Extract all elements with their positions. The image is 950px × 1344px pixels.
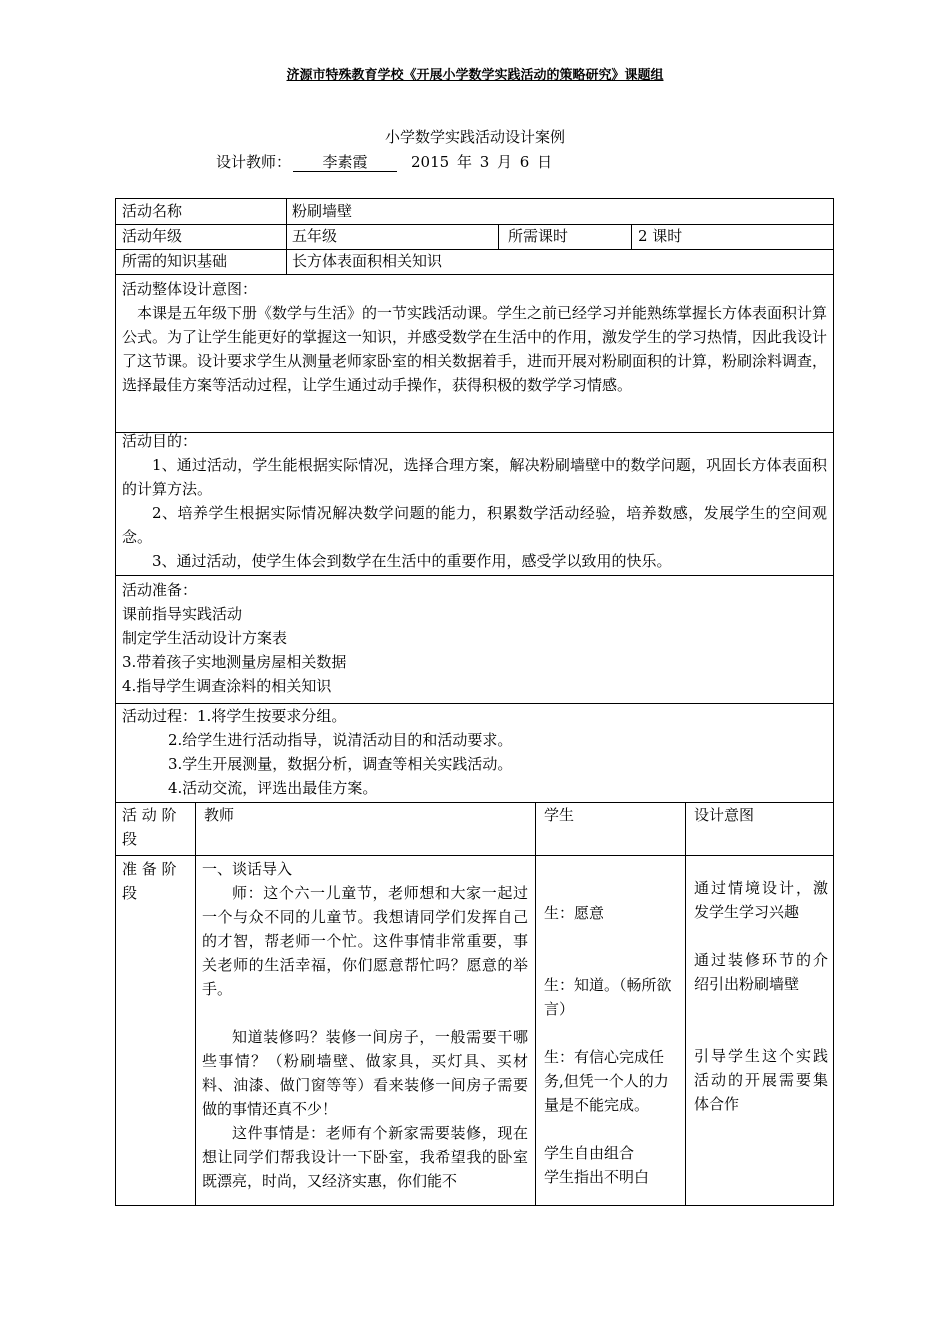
goals-heading: 活动目的： (122, 432, 198, 450)
design-intent-text: 本课是五年级下册《数学与生活》的一节实践活动课。学生之前已经学习并能熟练掌握长方体表面积计算公式。为了让学生能更好的掌握这一知识，并感受数学在生活中的作用，激发学生的学习热情，因此我设计了这节课。设计要求学生从测量老师家卧室的相关数据着手，进而开展对粉刷面积的计算，粉刷涂料调查，选择最佳方案等活动过程，让学生通过动手操作，获得积极的数学学习情感。 (122, 304, 828, 394)
goal-item: 1、通过活动，学生能根据实际情况，选择合理方案，解决粉刷墙壁中的数学问题，巩固长方体表面积的计算方法。 (122, 456, 827, 498)
prep-item: 课前指导实践活动 (122, 605, 243, 623)
design-intent-heading: 活动整体设计意图： (122, 280, 258, 298)
design-table (115, 198, 834, 1206)
teacher-heading: 一、谈话导入 (202, 860, 293, 878)
teacher-label: 设计教师： (216, 153, 292, 171)
stage-cell: 准 备 阶 段 (122, 860, 177, 902)
process-item: 2.给学生进行活动指导，说清活动目的和活动要求。 (168, 731, 513, 749)
intent-cell (694, 876, 828, 1116)
teacher-cell (202, 857, 528, 1193)
hours-label: 所需课时 (508, 227, 569, 245)
process-heading: 活动过程： (122, 707, 198, 725)
teacher-paragraph: 师：这个六一儿童节，老师想和大家一起过一个与众不同的儿童节。我想请同学们发挥自己的才智，帮老师一个忙。这件事情非常重要，事关老师的生活幸福，你们愿意帮忙吗？愿意的举手。 (202, 884, 528, 998)
prep-item: 4.指导学生调查涂料的相关知识 (122, 677, 332, 695)
activity-name-value: 粉刷墙壁 (292, 202, 353, 220)
prep-item: 制定学生活动设计方案表 (122, 629, 288, 647)
knowledge-value: 长方体表面积相关知识 (292, 252, 443, 270)
process-section (122, 704, 827, 800)
header-teacher: 教师 (204, 806, 235, 824)
process-item: 3.学生开展测量，数据分析，调查等相关实践活动。 (168, 755, 513, 773)
prep-section (122, 578, 827, 698)
student-response: 学生指出不明白 (544, 1168, 650, 1186)
org-title: 济源市特殊教育学校《开展小学数学实践活动的策略研究》课题组 (286, 68, 664, 83)
design-intent-section (122, 277, 827, 397)
teacher-name: 李素霞 (293, 153, 397, 172)
doc-title: 小学数学实践活动设计案例 (384, 128, 565, 146)
student-response: 学生自由组合 (544, 1144, 635, 1162)
prep-heading: 活动准备： (122, 581, 198, 599)
process-item: 1.将学生按要求分组。 (197, 707, 347, 725)
process-item: 4.活动交流，评选出最佳方案。 (168, 779, 378, 797)
activity-name-label: 活动名称 (122, 202, 183, 220)
goal-item: 3、通过活动，使学生体会到数学在生活中的重要作用，感受学以致用的快乐。 (152, 552, 672, 570)
goal-item: 2、培养学生根据实际情况解决数学问题的能力，积累数学活动经验，培养数感，发展学生的空间观念。 (122, 504, 827, 546)
header-student: 学生 (544, 806, 575, 824)
activity-grade-label: 活动年级 (122, 227, 183, 245)
knowledge-label: 所需的知识基础 (122, 252, 228, 270)
student-response: 生：愿意 (544, 904, 605, 922)
intent-note: 通过情境设计，激发学生学习兴趣 (694, 879, 828, 921)
teacher-line (216, 151, 552, 172)
goals-section (122, 429, 827, 573)
header-intent: 设计意图 (694, 806, 755, 824)
intent-note: 引导学生这个实践活动的开展需要集体合作 (694, 1047, 828, 1113)
design-date: 2015 年 3 月 6 日 (411, 153, 553, 171)
teacher-paragraph: 这件事情是：老师有个新家需要装修，现在想让同学们帮我设计一下卧室，我希望我的卧室既漂亮，时尚，又经济实惠，你们能不 (202, 1124, 528, 1190)
student-response: 生：知道。（畅所欲言） (544, 976, 672, 1018)
hours-value: 2 课时 (638, 227, 683, 245)
activity-grade-value: 五年级 (292, 227, 338, 245)
student-cell (544, 901, 680, 1189)
student-response: 生：有信心完成任务,但凭一个人的力量是不能完成。 (544, 1048, 669, 1114)
prep-item: 3.带着孩子实地测量房屋相关数据 (122, 653, 347, 671)
intent-note: 通过装修环节的介绍引出粉刷墙壁 (694, 951, 828, 993)
teacher-paragraph: 知道装修吗？装修一间房子，一般需要干哪些事情？（粉刷墙壁、做家具，买灯具、买材料、油漆、做门窗等等）看来装修一间房子需要做的事情还真不少！ (202, 1028, 528, 1118)
header-stage: 活 动 阶 段 (122, 806, 177, 848)
